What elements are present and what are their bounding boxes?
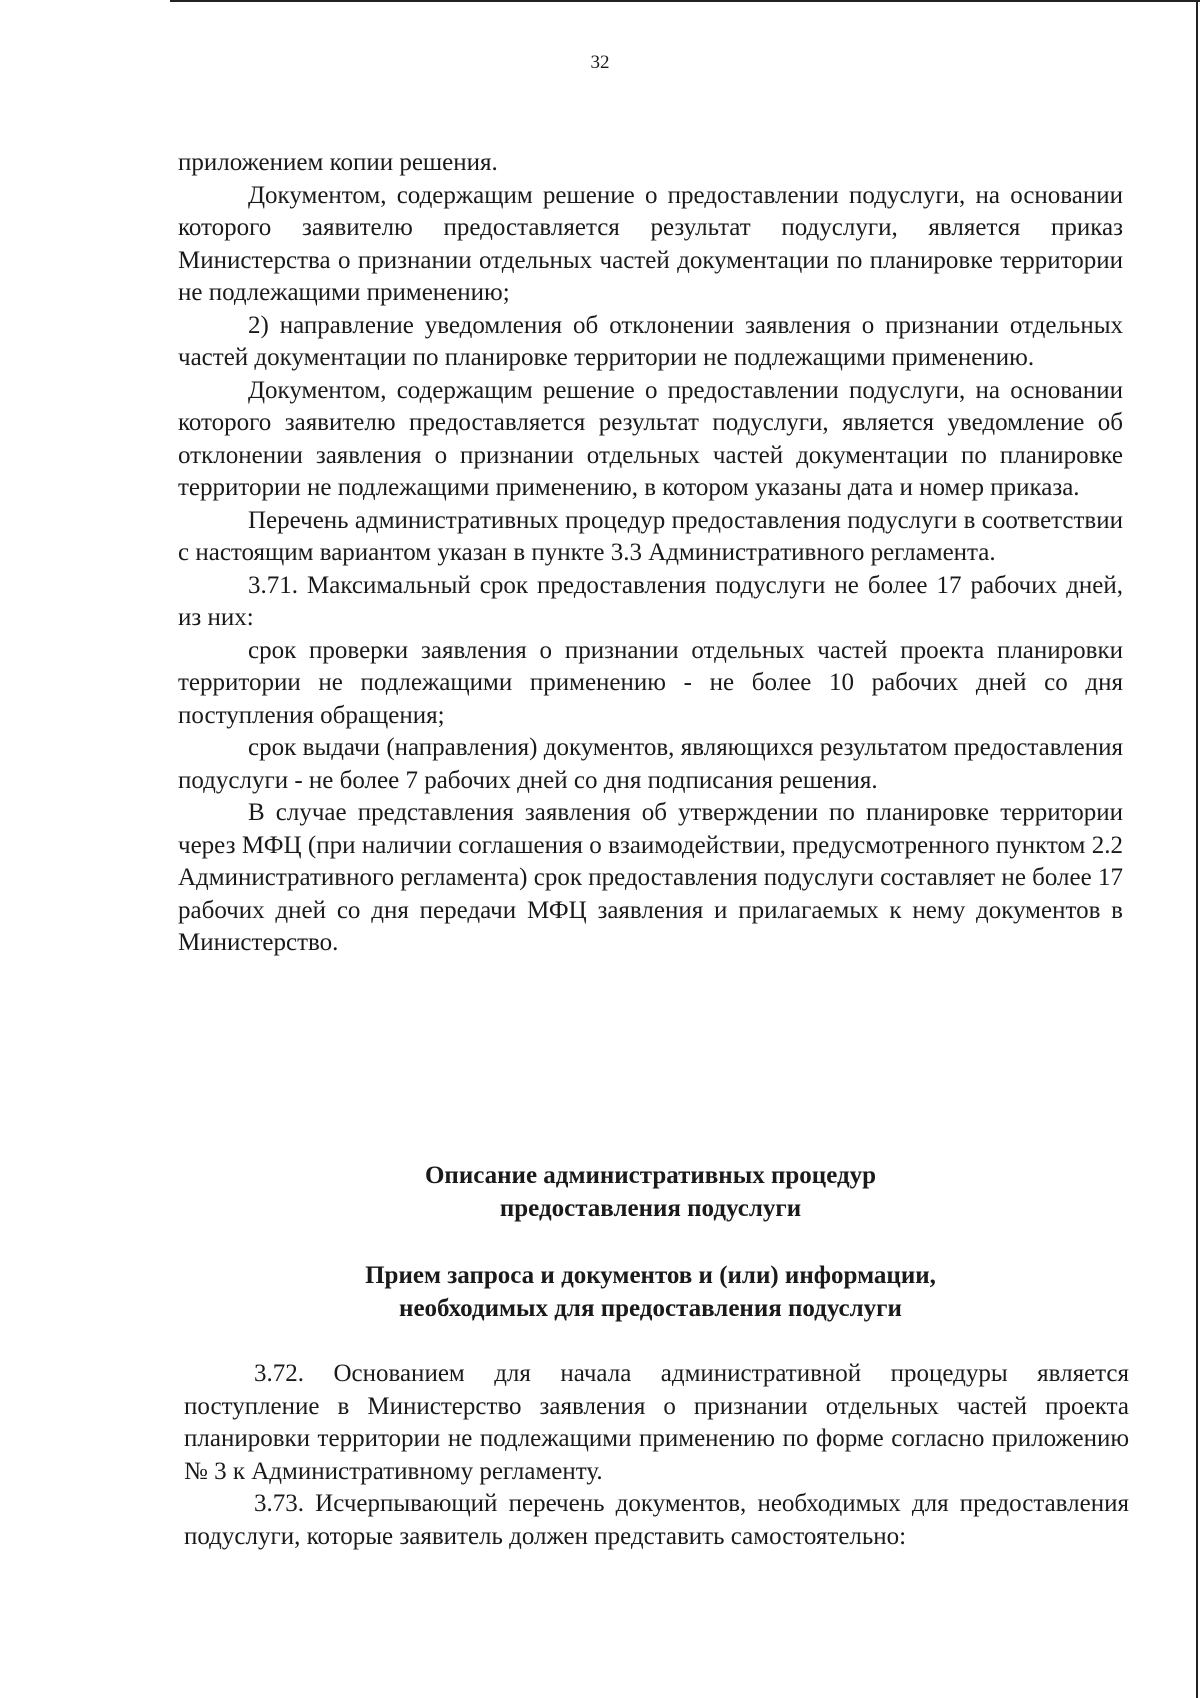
paragraph: Документом, содержащим решение о предоставлении подуслуги, на основании которого заявителю предоставляется результат подуслуги, является уведомление об отклонении заявления о признании отдельных частей документации по планировке территории не подлежащими применению, в котором указаны дата и номер приказа.: [178, 376, 1123, 501]
main-text: [178, 147, 1123, 960]
paragraph: 3.71. Максимальный срок предоставления подуслуги не более 17 рабочих дней, из них:: [178, 571, 1123, 631]
paragraph: Документом, содержащим решение о предоставлении подуслуги, на основании которого заявителю предоставляется результат подуслуги, является приказ Министерства о признании отдельных частей документации по планировке территории не подлежащими применению;: [178, 181, 1123, 306]
scan-border-right: [1196, 0, 1198, 1698]
paragraph: Перечень административных процедур предоставления подуслуги в соответствии с настоящим вариантом указан в пункте 3.3 Административного регламента.: [178, 506, 1123, 566]
paragraph: срок проверки заявления о признании отдельных частей проекта планировки территории не подлежащими применению - не более 10 рабочих дней со дня поступления обращения;: [178, 636, 1123, 729]
paragraph: 3.72. Основанием для начала административной процедуры является поступление в Министерство заявления о признании отдельных частей проекта планировки территории не подлежащими применению по форме согласно приложению № 3 к Административному регламенту.: [184, 1360, 1129, 1485]
paragraph: приложением копии решения.: [178, 149, 498, 176]
subsection-heading: [178, 1260, 1123, 1325]
paragraph: срок выдачи (направления) документов, являющихся результатом предоставления подуслуги - не более 7 рабочих дней со дня подписания решения.: [178, 734, 1123, 794]
section-text: [184, 1358, 1129, 1553]
scan-border-top: [170, 0, 1200, 2]
heading-line: Прием запроса и документов и (или) информации,: [365, 1262, 936, 1289]
page-number: 32: [590, 52, 610, 73]
section-heading: [178, 1160, 1123, 1225]
heading-line: предоставления подуслуги: [499, 1194, 802, 1222]
heading-line: необходимых для предоставления подуслуги: [399, 1294, 902, 1322]
paragraph: В случае представления заявления об утверждении по планировке территории через МФЦ (при наличии соглашения о взаимодействии, предусмотренного пунктом 2.2 Административного регламента) срок предоставления подуслуги составляет не более 17 рабочих дней со дня передачи МФЦ заявления и прилагаемых к нему документов в Министерство.: [178, 799, 1123, 956]
paragraph: 3.73. Исчерпывающий перечень документов, необходимых для предоставления подуслуги, которые заявитель должен представить самостоятельно:: [184, 1490, 1129, 1550]
paragraph: 2) направление уведомления об отклонении заявления о признании отдельных частей документации по планировке территории не подлежащими применению.: [178, 311, 1123, 371]
heading-line: Описание административных процедур: [424, 1162, 877, 1189]
